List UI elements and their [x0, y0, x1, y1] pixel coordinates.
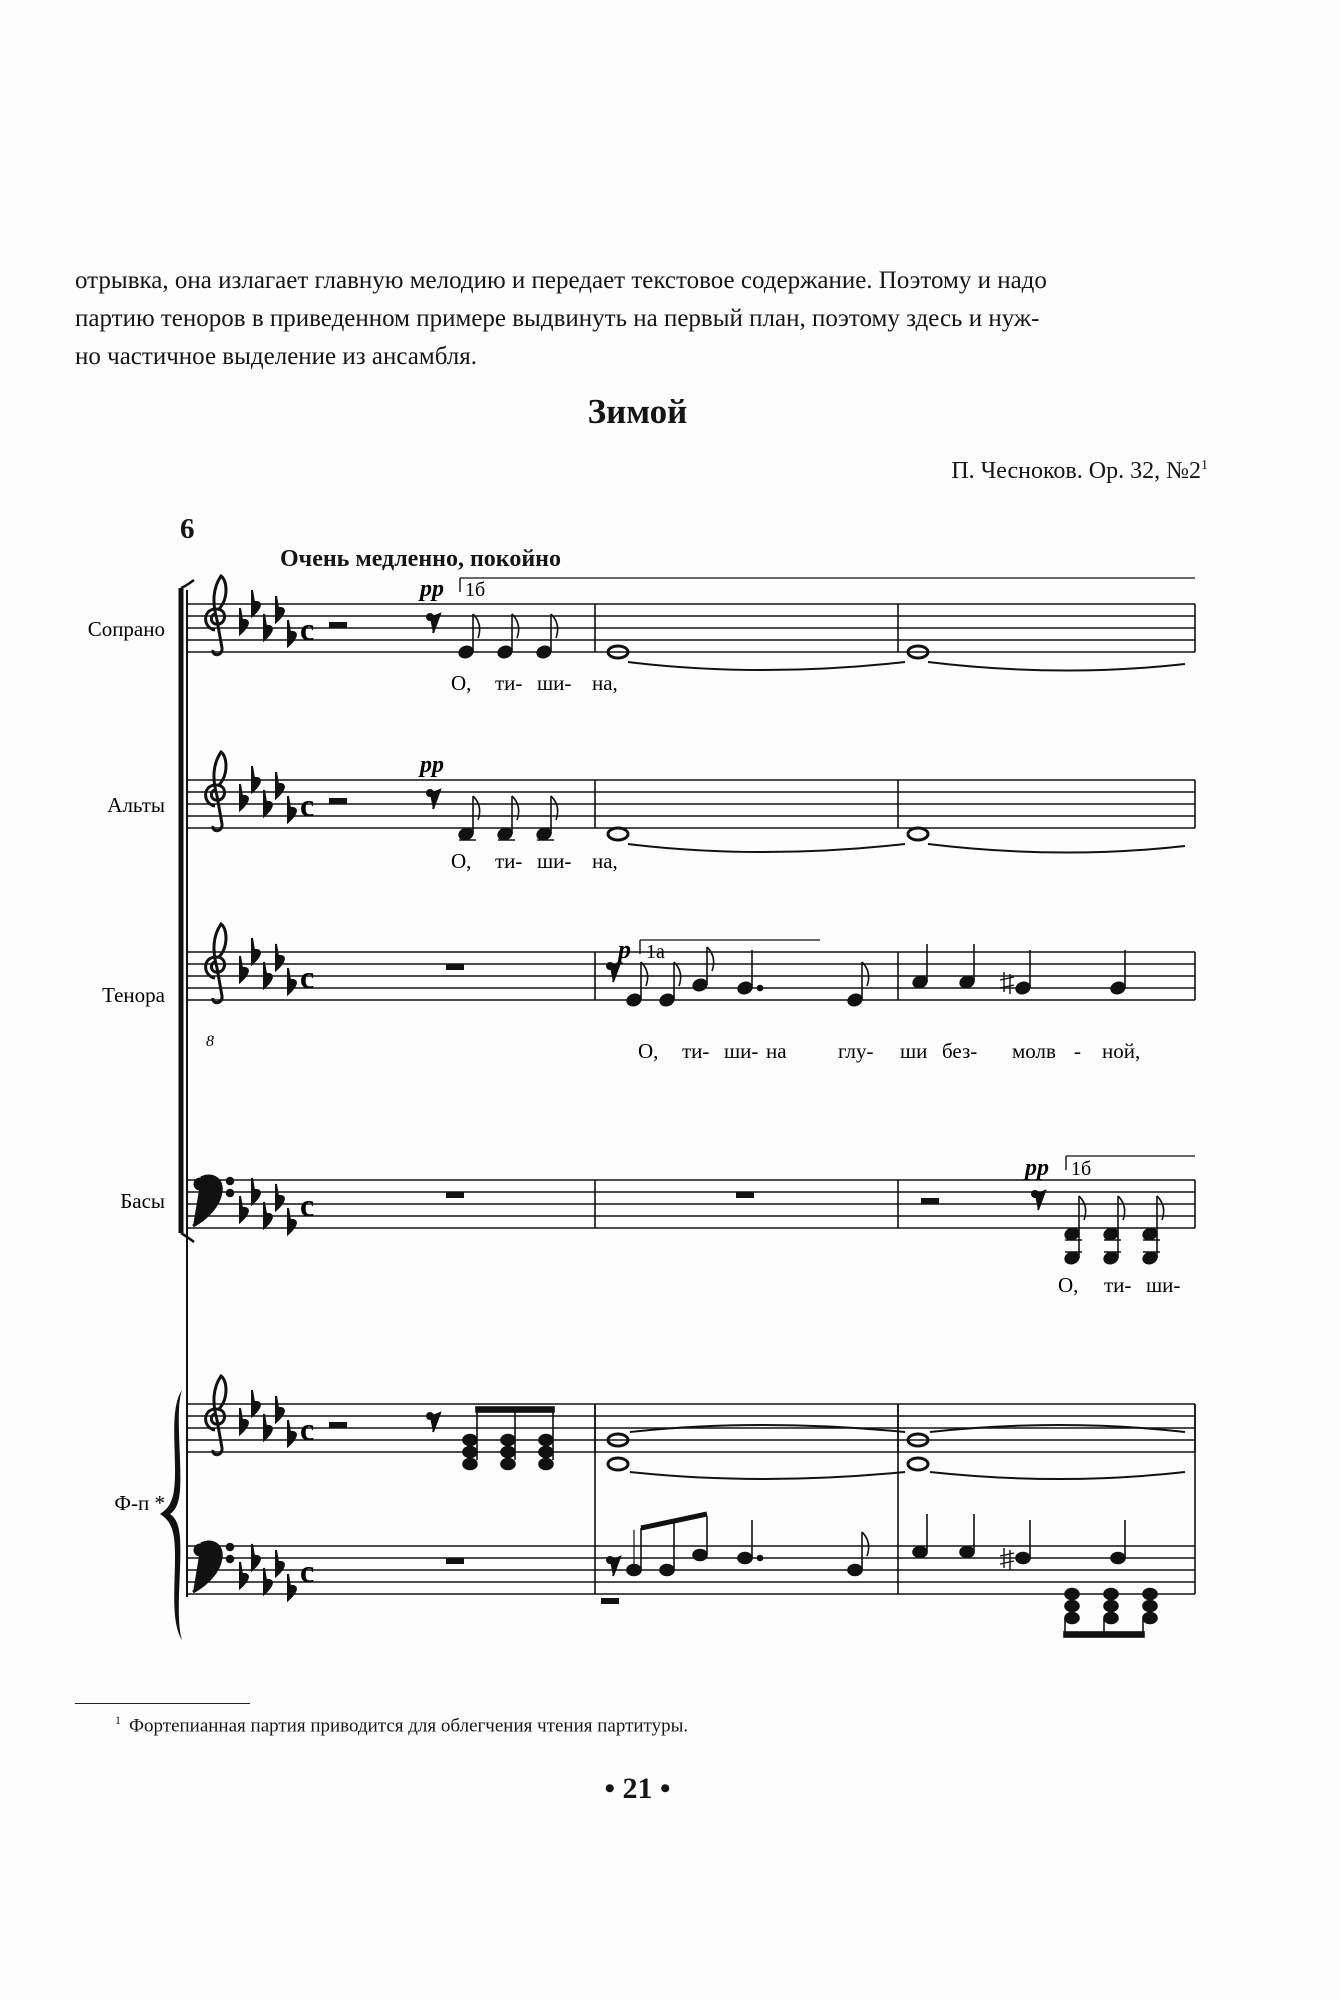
lyric-syllable: ти-: [495, 671, 523, 695]
staff-label-piano: Ф-п *: [114, 1491, 165, 1515]
key-signature: [240, 1390, 296, 1446]
staff-label-soprano: Сопрано: [87, 617, 165, 641]
lyric-syllable: на,: [592, 849, 618, 873]
staff-piano-treble: [187, 1376, 1195, 1479]
alto-whole-notes: [608, 828, 1185, 853]
lyric-syllable: ти-: [495, 849, 523, 873]
half-rest-icon: [329, 798, 347, 804]
lyric-syllable: О,: [451, 849, 472, 873]
page-number: • 21 •: [604, 1772, 671, 1805]
whole-rest-icon: [446, 964, 464, 970]
dynamic-marking: pp: [1025, 1155, 1049, 1181]
lyric-syllable: ти-: [1104, 1273, 1132, 1297]
alto-eighth-notes: [458, 796, 558, 842]
lyric-syllable: ши-: [724, 1039, 759, 1063]
lyric-syllable: на,: [592, 671, 618, 695]
lyric-syllable: ши-: [1146, 1273, 1181, 1297]
staff-tenor: [187, 924, 1195, 1063]
lyric-syllable: -: [1074, 1039, 1081, 1063]
common-time-icon: c: [300, 1187, 315, 1223]
staff-alto: [187, 752, 1195, 873]
staff-soprano: [187, 576, 1195, 695]
bass-clef-icon: [193, 1176, 233, 1226]
half-rest-icon: [329, 1422, 347, 1428]
piano-treble-chords: [463, 1407, 1185, 1479]
barlines: [595, 1404, 1195, 1594]
lyric-syllable: ной,: [1102, 1039, 1141, 1063]
common-time-icon: c: [300, 611, 315, 647]
staff-lines: [187, 1180, 1195, 1228]
eighth-rest-icon: [427, 614, 440, 633]
eighth-rest-icon: [427, 790, 440, 809]
lyric-syllable: на: [766, 1039, 787, 1063]
key-signature: [240, 1178, 296, 1234]
eighth-rest-icon: [427, 1413, 440, 1432]
half-rest-icon: [329, 622, 347, 628]
lyric-syllable: ши: [900, 1039, 928, 1063]
half-rest-icon: [601, 1598, 619, 1604]
intro-line: но частичное выделение из ансамбля.: [75, 343, 478, 370]
staff-lines: [187, 952, 1195, 1000]
key-signature: [240, 938, 296, 994]
common-time-icon: c: [300, 787, 315, 823]
lyric-syllable: без-: [942, 1039, 978, 1063]
footnote-text: Фортепианная партия приводится для облегчения чтения партитуры.: [129, 1715, 689, 1737]
alto-lyrics: [451, 849, 618, 873]
piano-bass-notes: [627, 1514, 1157, 1637]
lyric-syllable: глу-: [838, 1039, 874, 1063]
key-signature: [240, 766, 296, 822]
lyric-syllable: ши-: [537, 671, 572, 695]
common-time-icon: c: [300, 1411, 315, 1447]
common-time-icon: c: [300, 1553, 315, 1589]
composer-footnote-mark: 1: [1201, 458, 1208, 473]
common-time-icon: c: [300, 959, 315, 995]
composer-text: П. Чесноков. Ор. 32, №2: [951, 458, 1201, 484]
soprano-eighth-notes: [458, 614, 558, 660]
lyric-syllable: О,: [1058, 1273, 1079, 1297]
eighth-rest-icon: [1032, 1191, 1045, 1210]
eighth-rest-icon: [607, 963, 620, 982]
footnote: [115, 1713, 688, 1737]
intro-line: партию теноров в приведенном примере выдвинуть на первый план, поэтому здесь и нуж-: [75, 305, 1040, 332]
staff-label-bass: Басы: [120, 1189, 165, 1213]
bass-lyrics: [1058, 1273, 1180, 1297]
tempo-marking: Очень медленно, покойно: [280, 546, 561, 572]
lyric-syllable: ти-: [682, 1039, 710, 1063]
soprano-whole-notes: [608, 646, 1185, 671]
bass-clef-icon: [193, 1542, 233, 1592]
lyric-syllable: ши-: [537, 849, 572, 873]
rehearsal-mark: 1а: [646, 941, 665, 963]
octave-mark: 8: [206, 1033, 214, 1050]
staff-piano-bass: [187, 1404, 1195, 1637]
dynamic-marking: p: [618, 935, 631, 964]
half-rest-icon: [921, 1198, 939, 1204]
dynamic-marking: pp: [420, 752, 444, 778]
piano-brace: [160, 1390, 182, 1640]
intro-line: отрывка, она излагает главную мелодию и передает текстовое содержание. Поэтому и надо: [75, 267, 1047, 294]
lyric-syllable: молв: [1012, 1039, 1056, 1063]
dynamic-marking: pp: [420, 576, 444, 602]
tenor-lyrics: [638, 1039, 1140, 1063]
key-signature: [240, 590, 296, 646]
staff-lines: [187, 1546, 1195, 1594]
piece-title: Зимой: [587, 392, 688, 431]
whole-rest-icon: [446, 1558, 464, 1564]
soprano-lyrics: [451, 671, 618, 695]
staff-label-tenor: Тенора: [102, 983, 165, 1007]
rehearsal-mark: 1б: [465, 579, 486, 601]
eighth-rest-icon: [607, 1557, 620, 1576]
lyric-syllable: О,: [638, 1039, 659, 1063]
staff-bass: [187, 1155, 1195, 1297]
whole-rest-icon: [736, 1192, 754, 1198]
footnote-divider: [75, 1703, 250, 1704]
rehearsal-mark: 1б: [1071, 1158, 1092, 1180]
bass-eighth-notes: [1064, 1196, 1164, 1266]
lyric-syllable: О,: [451, 671, 472, 695]
staff-label-alto: Альты: [107, 793, 165, 817]
footnote-mark: 1: [115, 1713, 121, 1727]
whole-rest-icon: [446, 1192, 464, 1198]
key-signature: [240, 1544, 296, 1600]
example-number: 6: [180, 513, 195, 545]
